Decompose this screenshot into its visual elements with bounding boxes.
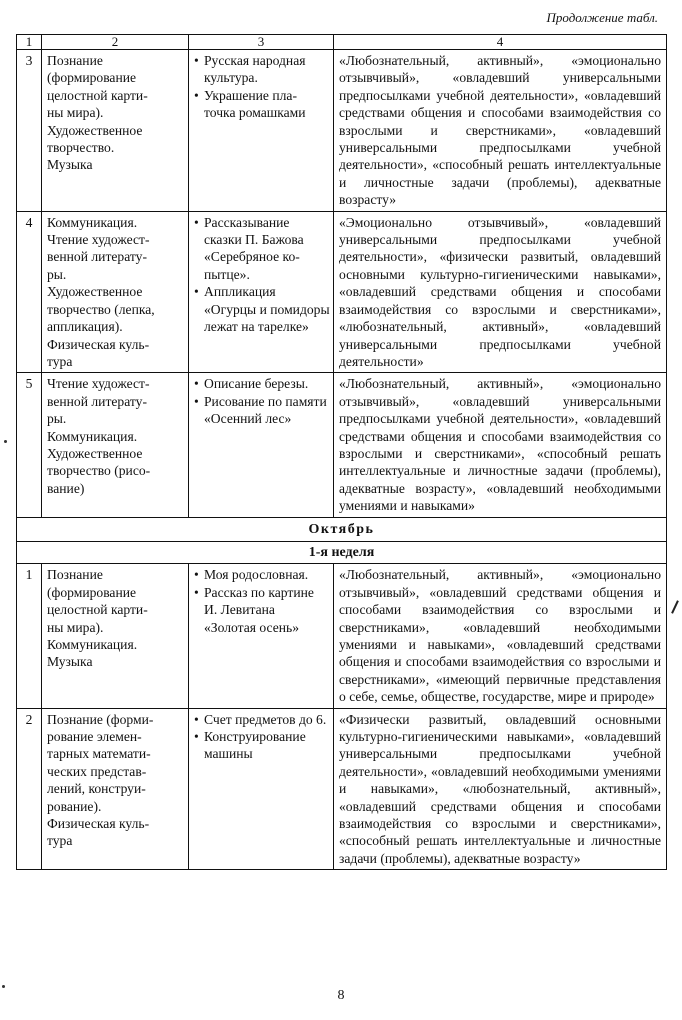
bullet-icon: • (194, 393, 199, 409)
activity-text: Рассказ по картине И. Левитана «Золотая осень» (204, 584, 314, 635)
topic-line: Музыка (47, 157, 93, 173)
table-row (17, 373, 667, 517)
activity-text: Аппликация «Огурцы и помидоры лежат на тарелке» (204, 284, 330, 335)
topic-line: Чтение художест- (47, 232, 150, 248)
activity-item (194, 52, 330, 87)
topic-line: рование элемен- (47, 729, 142, 745)
topic-line: ческих представ- (47, 763, 147, 779)
activity-item (194, 728, 330, 763)
activities-cell (189, 50, 334, 212)
bullet-icon: • (194, 567, 199, 583)
topic-line: лений, конструи- (47, 781, 146, 797)
topic-line: Познание (47, 567, 103, 583)
topic-line: творчество (лепка, (47, 301, 155, 317)
activity-item (194, 566, 330, 583)
bullet-icon: • (194, 284, 199, 300)
topic-line: (формирование (47, 70, 137, 86)
activity-item (194, 283, 330, 335)
topic-line: венной литерату- (47, 393, 147, 409)
activities-cell (189, 373, 334, 517)
activity-item (194, 87, 330, 122)
speck (4, 440, 7, 443)
topic-line: Коммуникация. (47, 214, 138, 230)
page-number: 8 (337, 988, 345, 1003)
activity-item (194, 393, 330, 428)
activity-text: Рисование по памяти «Осенний лес» (204, 393, 327, 427)
activity-text: Рассказывание сказки П. Бажова «Серебряное ко- пытце». (204, 214, 304, 282)
table-row (17, 708, 667, 870)
week-title: 1-я неделя (17, 541, 667, 563)
topic-line: Познание (47, 53, 103, 68)
activity-text: Описание березы. (204, 376, 309, 392)
topic-line: творчество (рисо- (47, 463, 151, 479)
month-title: Октябрь (17, 517, 667, 541)
column-header: 3 (189, 35, 334, 50)
activity-text: Моя родословная. (204, 567, 309, 583)
topic-line: Познание (форми- (47, 711, 154, 727)
bullet-icon: • (194, 376, 199, 392)
table-row (17, 564, 667, 708)
topic-line: тура (47, 353, 73, 369)
month-row (17, 517, 667, 541)
topic-line: (формирование (47, 584, 137, 600)
continuation-note: Продолжение табл. (546, 10, 658, 25)
qualities-cell: «Эмоционально отзывчивый», «овладевший универсальными предпосылками учебной деятельности», «физически развитый, овладевший основными культурно-гигиеническими навыками», «овладевший средствами общения и способами взаимодействия со взрослыми и сверстниками», «любознательный, активный», «овладевший универсальными предпосылками учебной деятельности» (334, 211, 667, 373)
row-number: 2 (17, 708, 42, 870)
topic-line: аппликация). (47, 319, 123, 335)
column-header: 1 (17, 35, 42, 50)
topic-line: ны мира). (47, 105, 104, 121)
activity-item (194, 584, 330, 636)
topic-line: вание) (47, 480, 85, 496)
table-row (17, 50, 667, 212)
row-number: 3 (17, 50, 42, 212)
bullet-icon: • (194, 584, 199, 600)
table-row (17, 211, 667, 373)
topic-line: тура (47, 833, 73, 849)
topic-line: Художественное (47, 122, 143, 138)
activity-item (194, 214, 330, 284)
pen-mark (671, 600, 679, 614)
topic-line: тарных математи- (47, 746, 151, 762)
topic-line: ны мира). (47, 619, 104, 635)
bullet-icon: • (194, 729, 199, 745)
topic-cell (42, 373, 189, 517)
topic-cell (42, 211, 189, 373)
topic-line: Коммуникация. (47, 428, 138, 444)
topic-line: Физическая куль- (47, 816, 150, 832)
topic-line: рование). (47, 798, 102, 814)
row-number: 5 (17, 373, 42, 517)
topic-line: целостной карти- (47, 87, 148, 103)
week-row (17, 541, 667, 563)
row-number: 4 (17, 211, 42, 373)
bullet-icon: • (194, 711, 199, 727)
qualities-cell: «Любознательный, активный», «эмоционально отзывчивый», «овладевший универсальными предпосылками учебной деятельности», «овладевший средствами общения и способами взаимодействия со взрослыми и сверстниками», «способный решать интеллектуальные и личностные задачи (проблемы), адекватные возрасту», «овладевший необходимыми умениями и навыками» (334, 373, 667, 517)
row-number: 1 (17, 564, 42, 708)
qualities-cell: «Любознательный, активный», «эмоционально отзывчивый», «овладевший универсальными предпосылками учебной деятельности», «овладевший средствами общения и способами взаимодействия со взрослыми и сверстниками», «овладевший универсальными предпосылками учебной деятельности», «способный решать интеллектуальные и личностные задачи (проблемы), адекватные возрасту» (334, 50, 667, 212)
topic-cell (42, 564, 189, 708)
qualities-cell: «Любознательный, активный», «эмоционально отзывчивый», «овладевший средствами общения и способами взаимодействия со взрослыми и сверстниками», «овладевший необходимыми умениями и навыками», «овладевший средствами общения и способами взаимодействия со взрослыми и сверстниками», «имеющий первичные представления о себе, семье, обществе, государстве, мире и природе» (334, 564, 667, 708)
activities-cell (189, 564, 334, 708)
topic-line: венной литерату- (47, 249, 147, 265)
topic-line: Музыка (47, 654, 93, 670)
topic-line: Художественное (47, 284, 143, 300)
activities-cell (189, 211, 334, 373)
topic-cell (42, 708, 189, 870)
activity-text: Русская народная культура. (204, 53, 306, 86)
topic-line: целостной карти- (47, 602, 148, 618)
activity-text: Конструирование машины (204, 729, 306, 762)
topic-line: Физическая куль- (47, 336, 150, 352)
topic-line: творчество. (47, 140, 115, 156)
activity-text: Украшение пла- точка ромашками (204, 87, 306, 121)
bullet-icon: • (194, 87, 199, 103)
topic-line: Чтение художест- (47, 376, 150, 392)
topic-line: ры. (47, 411, 67, 427)
column-header: 4 (334, 35, 667, 50)
topic-line: ры. (47, 266, 67, 282)
activities-cell (189, 708, 334, 870)
topic-cell (42, 50, 189, 212)
activity-item (194, 375, 330, 392)
topic-line: Коммуникация. (47, 637, 138, 652)
lesson-plan-table (16, 34, 667, 870)
column-number-row (17, 35, 667, 50)
bullet-icon: • (194, 214, 199, 230)
topic-line: Художественное (47, 445, 143, 461)
bullet-icon: • (194, 53, 199, 68)
qualities-cell: «Физически развитый, овладевший основными культурно-гигиеническими навыками», «овладевший универсальными предпосылками учебной деятельности», «овладевший необходимыми умениями и навыками», «любознательный, активный», «овладевший средствами общения и способами взаимодействия со взрослыми и сверстниками», «способный решать интеллектуальные и личностные задачи (проблемы), адекватные возрасту» (334, 708, 667, 870)
activity-item (194, 711, 330, 728)
activity-text: Счет предметов до 6. (204, 711, 327, 727)
column-header: 2 (42, 35, 189, 50)
